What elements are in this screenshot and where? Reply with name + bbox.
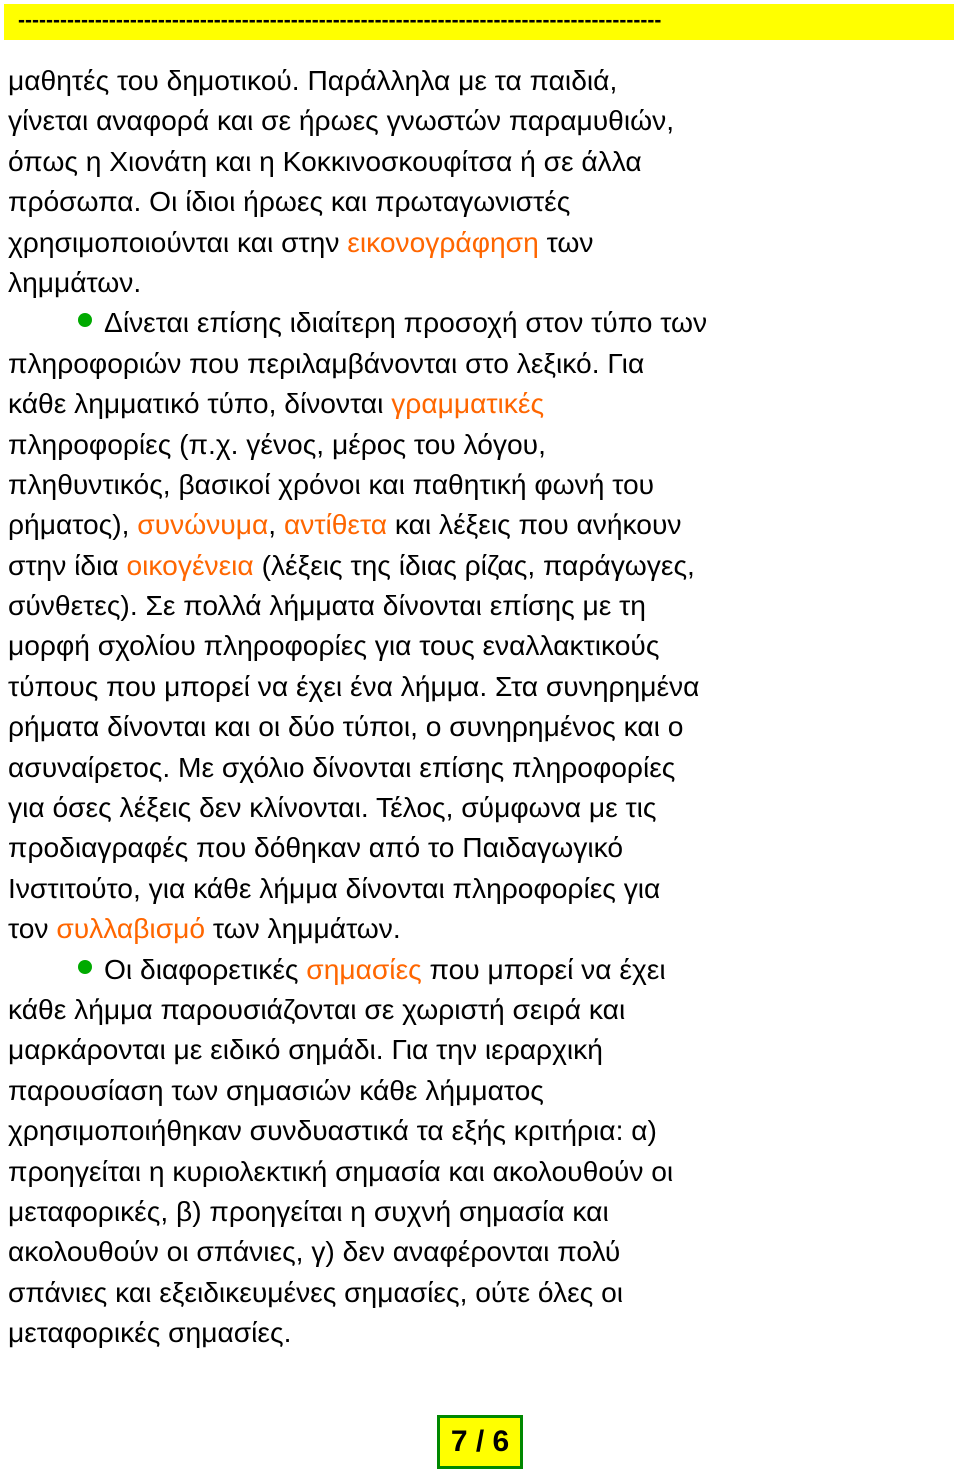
text-segment: κάθε λημματικό τύπο, δίνονται (8, 387, 392, 420)
text-segment: , (268, 508, 284, 541)
text-segment: προδιαγραφές που δόθηκαν από το Παιδαγωγικό (8, 831, 624, 864)
highlighted-term: γραμματικές (391, 387, 545, 420)
text-line (8, 827, 950, 867)
highlighted-term: αντίθετα (283, 508, 387, 541)
bullet-paragraph-start (8, 302, 950, 342)
page-number: 7 / 6 (450, 1425, 510, 1458)
text-segment: στην ίδια (8, 548, 127, 581)
text-segment: γίνεται αναφορά και σε ήρωες γνωστών παραμυθιών, (8, 104, 675, 137)
text-line (8, 747, 950, 787)
text-line (8, 1110, 950, 1150)
text-line (8, 625, 950, 665)
text-segment: Οι διαφορετικές (104, 952, 307, 985)
text-line (8, 908, 950, 948)
text-line (8, 181, 950, 221)
text-segment: σύνθετες). Σε πολλά λήμματα δίνονται επίσης με τη (8, 589, 646, 622)
top-banner (4, 4, 954, 40)
text-segment: ρήματος), (8, 508, 138, 541)
text-line (8, 100, 950, 140)
text-segment: παρουσίαση των σημασιών κάθε λήμματος (8, 1073, 544, 1106)
text-line (8, 706, 950, 746)
text-segment: μαθητές του δημοτικού. Παράλληλα με τα παιδιά, (8, 64, 618, 96)
text-segment: για όσες λέξεις δεν κλίνονται. Τέλος, σύμφωνα με τις (8, 791, 657, 824)
text-segment: των λημμάτων. (205, 912, 401, 945)
text-line (8, 141, 950, 181)
text-segment: των (538, 225, 594, 258)
text-segment: μεταφορικές σημασίες. (8, 1316, 292, 1349)
text-segment: όπως η Χιονάτη και η Κοκκινοσκουφίτσα ή σε άλλα (8, 144, 642, 177)
bullet-icon (78, 313, 92, 327)
page-number-box (437, 1415, 523, 1469)
text-segment: τον (8, 912, 57, 945)
highlighted-term: συνώνυμα (137, 508, 269, 541)
text-segment: (λέξεις της ίδιας ρίζας, παράγωγες, (253, 548, 695, 581)
document-body (8, 60, 950, 1353)
text-segment: χρησιμοποιούνται και στην (8, 225, 348, 258)
bullet-paragraph-start (8, 949, 950, 989)
text-line (8, 1070, 950, 1110)
text-line (8, 262, 950, 302)
highlighted-term: εικονογράφηση (347, 225, 539, 258)
banner-dashes: -------------------------------------------------------------------------------------------- (18, 9, 662, 32)
text-line (8, 1272, 950, 1312)
text-line (8, 464, 950, 504)
text-line (8, 1029, 950, 1069)
text-segment: ρήματα δίνονται και οι δύο τύποι, ο συνηρημένος και ο (8, 710, 684, 743)
highlighted-term: συλλαβισμό (56, 912, 206, 945)
text-line (8, 504, 950, 544)
bullet-icon (78, 960, 92, 974)
text-line (8, 989, 950, 1029)
text-segment: και λέξεις που ανήκουν (387, 508, 682, 541)
text-line (8, 666, 950, 706)
text-segment: μορφή σχολίου πληροφορίες για τους εναλλακτικούς (8, 629, 660, 662)
text-line (8, 60, 950, 100)
text-line (8, 545, 950, 585)
text-segment: Ινστιτούτο, για κάθε λήμμα δίνονται πληροφορίες για (8, 871, 661, 904)
text-line (8, 222, 950, 262)
text-segment: λημμάτων. (8, 265, 142, 298)
text-line (8, 868, 950, 908)
text-line (8, 787, 950, 827)
text-segment: πληθυντικός, βασικοί χρόνοι και παθητική φωνή του (8, 467, 655, 500)
text-segment: κάθε λήμμα παρουσιάζονται σε χωριστή σειρά και (8, 992, 626, 1025)
text-segment: Δίνεται επίσης ιδιαίτερη προσοχή στον τύπο των (104, 306, 708, 339)
text-segment: που μπορεί να έχει (421, 952, 666, 985)
text-line (8, 1231, 950, 1271)
text-line (8, 1151, 950, 1191)
text-line (8, 343, 950, 383)
text-line (8, 424, 950, 464)
highlighted-term: οικογένεια (126, 548, 254, 581)
text-segment: χρησιμοποιήθηκαν συνδυαστικά τα εξής κριτήρια: α) (8, 1114, 657, 1147)
text-line (8, 383, 950, 423)
text-line (8, 1191, 950, 1231)
text-segment: μαρκάρονται με ειδικό σημάδι. Για την ιεραρχική (8, 1033, 603, 1066)
text-segment: σπάνιες και εξειδικευμένες σημασίες, ούτε όλες οι (8, 1275, 624, 1308)
text-segment: τύπους που μπορεί να έχει ένα λήμμα. Στα συνηρημένα (8, 669, 700, 702)
text-segment: πληροφοριών που περιλαμβάνονται στο λεξικό. Για (8, 346, 645, 379)
text-line (8, 585, 950, 625)
text-segment: προηγείται η κυριολεκτική σημασία και ακολουθούν οι (8, 1154, 674, 1187)
text-segment: πληροφορίες (π.χ. γένος, μέρος του λόγου, (8, 427, 546, 460)
highlighted-term: σημασίες (306, 952, 422, 985)
text-segment: μεταφορικές, β) προηγείται η συχνή σημασία και (8, 1194, 609, 1227)
text-segment: ασυναίρετος. Με σχόλιο δίνονται επίσης πληροφορίες (8, 750, 676, 783)
text-segment: πρόσωπα. Οι ίδιοι ήρωες και πρωταγωνιστές (8, 185, 571, 218)
text-line (8, 1312, 950, 1352)
text-segment: ακολουθούν οι σπάνιες, γ) δεν αναφέρονται πολύ (8, 1235, 621, 1268)
